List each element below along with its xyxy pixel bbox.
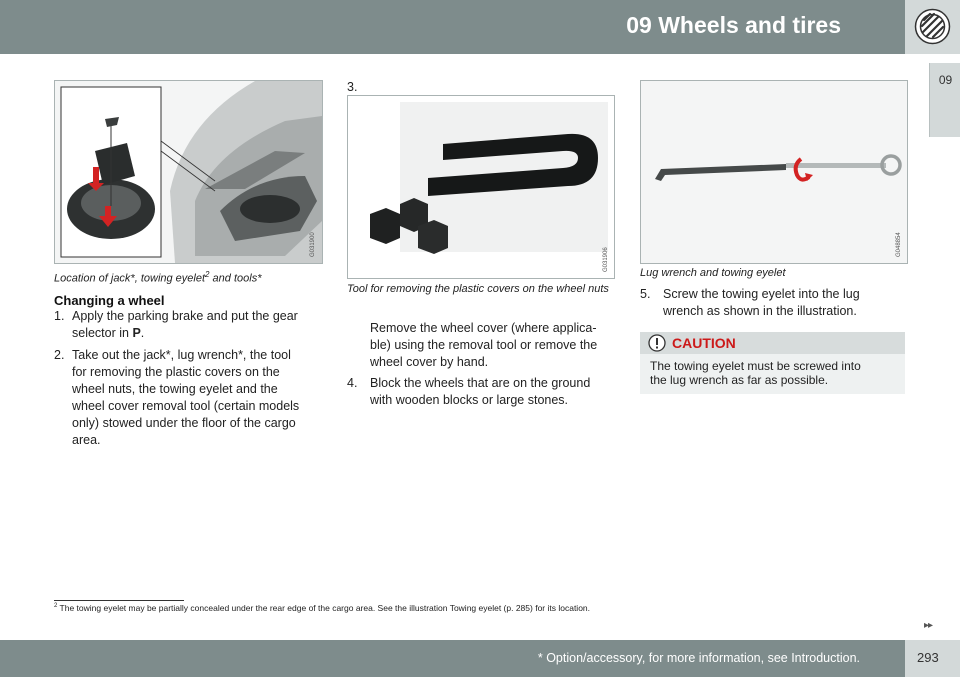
step-2 [54,347,324,449]
caption-text-end: and tools* [209,272,262,285]
page-footer [0,640,905,677]
chapter-tab-label: 09 [938,73,953,87]
step-number: 4. [347,376,358,390]
step-text [370,375,615,409]
caution-box [640,332,905,394]
step-number: 2. [54,348,65,362]
caution-title: CAUTION [672,335,736,351]
step-3-number: 3. [347,80,358,94]
gear-selector-p: P [132,326,141,340]
step-text [72,308,322,342]
step-line: wrench as shown in the illustration. [663,304,857,318]
page-number: 293 [917,650,939,665]
step-line-end: . [140,326,145,340]
caption-text: Tool for removing the plastic covers on the wheel nuts [347,283,609,295]
step-line: with wooden blocks or large stones. [370,393,569,407]
step-3 [370,320,620,372]
caution-header [640,332,905,354]
step-4 [347,375,617,409]
figure-code: G048854 [896,232,902,257]
caption-text: Location of jack*, towing eyelet [54,272,206,285]
tire-icon [914,8,951,45]
step-line: wheel cover by hand. [370,355,489,369]
step-line: wheel cover removal tool (certain models [72,399,300,413]
figure-code: G031900 [310,232,316,257]
footnote [54,603,590,613]
removal-tool-illustration [348,96,614,278]
figure-caption [640,267,786,280]
caution-line: The towing eyelet must be screwed into [650,359,861,373]
step-line: only) stowed under the floor of the cargo [72,416,296,430]
continue-arrows-icon: ▸▸ [924,620,933,631]
footnote-text: The towing eyelet may be partially concealed under the rear edge of the cargo area. See the illustration Towing eyelet (p. 285) for its location. [57,603,591,613]
caution-text [650,359,900,387]
step-line: ble) using the removal tool or remove the [370,338,598,352]
footnote-number: 2 [54,603,58,610]
footnote-divider [54,600,184,601]
step-line: Screw the towing eyelet into the lug [663,287,860,301]
caution-line: the lug wrench as far as possible. [650,373,829,387]
step-line: wheel nuts, the towing eyelet and the [72,382,278,396]
step-line: Remove the wheel cover (where applica- [370,321,597,335]
step-5 [640,286,905,320]
step-number: 1. [54,309,65,323]
step-line: Block the wheels that are on the ground [370,376,591,390]
step-line: selector in [72,326,133,340]
step-1 [54,308,324,342]
page-title: 09 Wheels and tires [626,12,841,38]
step-text [72,347,322,449]
lug-wrench-illustration [641,81,907,263]
page-number-box [905,640,960,677]
caption-text: Lug wrench and towing eyelet [640,267,786,279]
car-cargo-illustration [55,81,322,263]
figure-caption [54,268,261,286]
figure-cover-removal-tool [347,95,615,279]
footer-note: * Option/accessory, for more information, see Introduction. [537,651,860,665]
figure-caption [347,283,617,296]
chapter-tab[interactable] [929,63,960,137]
figure-lug-wrench [640,80,908,264]
step-number: 5. [640,287,651,301]
step-text [663,286,903,320]
step-line: for removing the plastic covers on the [72,365,280,379]
figure-jack-location [54,80,323,264]
step-line: Apply the parking brake and put the gear [72,309,298,323]
section-heading: Changing a wheel [54,293,165,308]
step-line: area. [72,433,101,447]
page-header [0,0,905,54]
step-line: Take out the jack*, lug wrench*, the tool [72,348,291,362]
footnote-ref[interactable]: 2 [205,270,210,279]
exclamation-icon [648,334,666,352]
chapter-icon-box [905,0,960,54]
figure-code: G031906 [603,247,609,272]
